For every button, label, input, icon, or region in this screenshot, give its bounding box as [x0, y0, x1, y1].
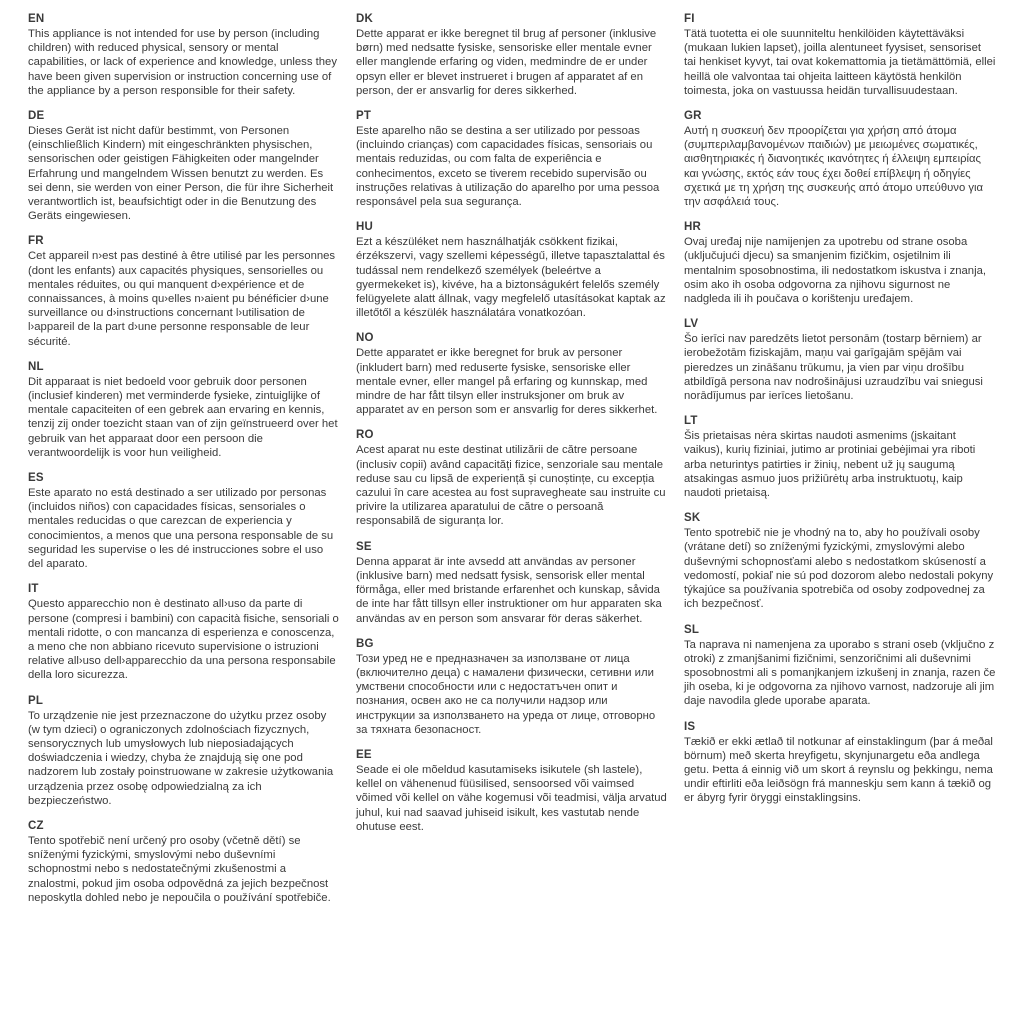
- language-code-label: LT: [684, 415, 698, 428]
- language-code-label: EN: [28, 13, 45, 25]
- language-section-sk: [684, 511, 996, 611]
- language-code-label: DK: [356, 13, 374, 25]
- language-code-label: PL: [28, 694, 44, 707]
- language-section-dk: [356, 12, 668, 98]
- safety-warning-text: Cet appareil n›est pas destiné à être utilisé par les personnes (dont les enfants) aux capacités physiques, sensorielles ou mentales réduites, ou qui manquent d›expérience et de connaissances, à moins qu›elles n›aient pu bénéficier d›une surveillance ou d›instructions concernant l›utilisation de l›appareil de la part d›une personne responsable de leur sécurité.: [28, 250, 336, 348]
- safety-warning-text: Ta naprava ni namenjena za uporabo s strani oseb (vključno z otroki) z zmanjšanimi fizičnimi, senzoričnimi ali duševnimi sposobnostmi ali s pomanjkanjem izkušenj in znanja, razen če jih oseba, ki je odgovorna za njihovo varnost, nadzoruje ali jim daje navodila glede uporabe aparata.: [684, 638, 996, 708]
- language-code-label: CZ: [28, 819, 44, 832]
- safety-warning-text: Dit apparaat is niet bedoeld voor gebruik door personen (inclusief kinderen) met verminderde fysieke, zintuiglijke of mentale capaciteiten of een gebrek aan ervaring en kennis, tenzij zij onder toezicht staan van of zijn geïnstrueerd over het gebruik van het apparaat door een persoon die verantwoordelijk is voor hun veiligheid.: [28, 375, 338, 459]
- safety-warning-text: Tækið er ekki ætlað til notkunar af einstaklingum (þar á meðal börnum) með skerta hreyfigetu, skynjunargetu eða andlega getu. Þetta á einnig við um skort á reynslu og þekkingu, nema undir eftirliti eða leiðsögn frá manneskju sem kann á tækið og er ábyrg fyrir öryggi einstaklingsins.: [684, 735, 993, 805]
- language-section-en: [28, 12, 340, 98]
- text-column-1: [28, 12, 340, 1016]
- language-section-ro: [356, 428, 668, 528]
- safety-warning-text: Dette apparat er ikke beregnet til brug af personer (inklusive børn) med nedsatte fysiske, sensoriske eller mentale evner eller manglende erfaring og viden, medmindre de er under opsyn eller er blevet instrueret i brugen af apparatet af en person, der er ansvarlig for deres sikkerhed.: [356, 28, 657, 97]
- safety-warning-text: Šo ierīci nav paredzēts lietot personām (tostarp bērniem) ar ierobežotām fiziskajām, maņu vai garīgajām spējām vai pieredzes un zināšanu trūkumu, ja vien par viņu drošību atbildīgā persona nav nodrošinājusi uzraudzību vai sniegusi norādījumus par ierīces lietošanu.: [684, 333, 983, 403]
- language-section-pt: [356, 109, 668, 209]
- language-section-it: [28, 582, 340, 682]
- safety-warning-text: Acest aparat nu este destinat utilizării de către persoane (inclusiv copii) având capacități fizice, senzoriale sau mentale reduse sau cu lipsă de experiență și cunoștințe, cu excepția cazului în care acestea au fost supravegheate sau instruite cu privire la utilizarea aparatului de către o persoană responsabilă de siguranța lor.: [356, 444, 666, 528]
- language-code-label: SK: [684, 512, 701, 525]
- language-code-label: IT: [28, 583, 39, 596]
- safety-warning-text: Ovaj uređaj nije namijenjen za upotrebu od strane osoba (uključujući djecu) sa smanjenim fizičkim, osjetilnim ili mentalnim sposobnostima, ili nedostatkom iskustva i znanja, osim ako ih osoba odgovorna za njihovu sigurnost ne nadgleda ili ih poučava o korištenju uređajem.: [684, 236, 987, 306]
- language-code-label: HU: [356, 221, 374, 234]
- language-code-label: SL: [684, 623, 700, 636]
- language-section-no: [356, 331, 668, 417]
- language-section-fi: [684, 12, 996, 98]
- language-code-label: FI: [684, 13, 695, 25]
- safety-warning-text: Αυτή η συσκευή δεν προορίζεται για χρήση από άτομα (συμπεριλαμβανομένων παιδιών) με μειωμένες σωματικές, αισθητηριακές ή διανοητικές ικανότητες ή έλλειψη εμπειρίας και γνώσης, εκτός εάν τους έχει δοθεί επίβλεψη ή οδηγίες σχετικά με τη χρήση της συσκευής από άτομο υπεύθυνο για την ασφάλειά τους.: [684, 125, 984, 209]
- language-code-label: PT: [356, 110, 372, 123]
- language-code-label: RO: [356, 429, 374, 442]
- language-code-label: NL: [28, 360, 44, 373]
- language-section-sl: [684, 623, 996, 709]
- language-code-label: DE: [28, 110, 45, 123]
- language-code-label: IS: [684, 720, 696, 733]
- safety-warning-text: Dieses Gerät ist nicht dafür bestimmt, von Personen (einschließlich Kindern) mit eingeschränkten physischen, sensorischen oder geistigen Fähigkeiten oder mangelnder Erfahrung und mangelndem Wissen benutzt zu werden. Es sei denn, sie werden von einer Person, die für ihre Sicherheit verantwortlich ist, beaufsichtigt oder in die Benutzung des Geräts eingewiesen.: [28, 125, 334, 223]
- safety-warning-text: This appliance is not intended for use by person (including children) with reduced physical, sensory or mental capabilities, or lack of experience and knowledge, unless they have been given supervision or instruction concerning use of the appliance by a person responsible for their safety.: [28, 28, 337, 97]
- safety-warning-text: Este aparelho não se destina a ser utilizado por pessoas (incluindo crianças) com capacidades físicas, sensoriais ou mentais reduzidas, ou com falta de experiência e conhecimentos, exceto se tiverem recebido supervisão ou instruções relativas à utilização do aparelho por uma pessoa responsável pela sua segurança.: [356, 125, 660, 209]
- language-section-lt: [684, 414, 996, 500]
- language-section-ee: [356, 748, 668, 834]
- language-section-nl: [28, 360, 340, 460]
- safety-warning-text: Tento spotrebič nie je vhodný na to, aby ho používali osoby (vrátane detí) so zníženými fyzickými, zmyslovými alebo duševnými schopnosťami alebo s nedostatkom skúseností a vedomostí, pokiaľ nie sú pod dozorom alebo nedostali pokyny týkajúce sa používania spotrebiča od osoby zodpovednej za ich bezpečnosť.: [684, 527, 994, 611]
- safety-warning-text: Tento spotřebič není určený pro osoby (včetně dětí) se sníženými fyzickými, smyslovými nebo duševními schopnostmi nebo s nedostatečnými zkušenostmi a znalostmi, pokud jim osoba odpovědná za jejich bezpečnost neposkytla dohled nebo je nepoučila o používání spotřebiče.: [28, 834, 331, 904]
- language-section-es: [28, 471, 340, 571]
- language-section-se: [356, 540, 668, 626]
- language-section-lv: [684, 317, 996, 403]
- language-section-hu: [356, 220, 668, 320]
- text-column-3: [684, 12, 996, 1016]
- safety-warning-text: Tätä tuotetta ei ole suunniteltu henkilöiden käytettäväksi (mukaan lukien lapset), joilla alentuneet fyysiset, sensoriset tai henkiset kyvyt, tai ovat kokemattomia ja tietämättömiä, ellei heillä ole valvontaa tai ohjeita laitteen käytöstä henkilön toimesta, joka on vastuussa heidän turvallisuudestaan.: [684, 28, 996, 97]
- safety-warning-text: To urządzenie nie jest przeznaczone do użytku przez osoby (w tym dzieci) o ograniczonych zdolnościach fizycznych, sensorycznych lub umysłowych lub nieposiadających doświadczenia i wiedzy, chyba że znajdują się one pod nadzorem lub zostały poinstruowane w zakresie użytkowania urządzenia przez osobę odpowiedzialną za ich bezpieczeństwo.: [28, 709, 334, 807]
- language-code-label: FR: [28, 235, 44, 248]
- language-section-cz: [28, 819, 340, 905]
- safety-warning-text: Šis prietaisas nėra skirtas naudoti asmenims (įskaitant vaikus), kurių fiziniai, jutimo ar protiniai gebėjimai yra riboti arba neturintys patirties ir žinių, nebent už jų saugumą atsakingas asmuo juos prižiūrėtų arba instruktuotų, kaip naudoti prietaisą.: [684, 430, 976, 500]
- safety-warning-text: Questo apparecchio non è destinato all›uso da parte di persone (compresi i bambini) con capacità fisiche, sensoriali o mentali ridotte, o con mancanza di esperienza e conoscenza, a meno che non abbiano ricevuto supervisione o istruzioni relative all›uso dell›apparecchio da una persona responsabile della loro sicurezza.: [28, 598, 339, 682]
- language-code-label: BG: [356, 637, 374, 650]
- language-section-gr: [684, 109, 996, 209]
- language-code-label: NO: [356, 332, 374, 345]
- text-column-2: [356, 12, 668, 1016]
- language-code-label: HR: [684, 221, 702, 234]
- safety-warning-text: Seade ei ole mõeldud kasutamiseks isikutele (sh lastele), kellel on vähenenud füüsilised, sensoorsed või vaimsed võimed või kellel on vähe kogemusi või teadmisi, välja arvatud juhul, kui nad saavad juhiseid isikult, kes vastutab nende ohutuse eest.: [356, 763, 667, 833]
- safety-warning-text: Ezt a készüléket nem használhatják csökkent fizikai, érzékszervi, vagy szellemi képességű, illetve tapasztalattal és tudással nem rendelkező személyek (beleértve a gyermekeket is), kivéve, ha a biztonságukért felelős személy felügyelete alatt állnak, vagy megfelelő utasításokat kaptak az illetőtől a készülék használatára vonatkozóan.: [356, 236, 666, 320]
- language-section-bg: [356, 637, 668, 737]
- safety-warning-text: Denna apparat är inte avsedd att användas av personer (inklusive barn) med nedsatt fysisk, sensorisk eller mental förmåga, eller med bristande erfarenhet och kunskap, såvida de inte har fått tillsyn eller instruktioner om hur apparaten ska användas av en person som ansvarar för deras säkerhet.: [356, 555, 662, 625]
- language-code-label: ES: [28, 472, 44, 485]
- language-section-pl: [28, 694, 340, 808]
- language-code-label: LV: [684, 318, 699, 331]
- language-code-label: EE: [356, 748, 372, 761]
- language-code-label: SE: [356, 540, 372, 553]
- language-section-de: [28, 109, 340, 223]
- safety-warning-text: Този уред не е предназначен за използване от лица (включително деца) с намалени физически, сетивни или умствени способности или с недостатъчен опит и познания, освен ако не са получили надзор или инструкции за използването на уреда от лице, отговорно за тяхната безопасност.: [356, 652, 656, 736]
- safety-warning-text: Dette apparatet er ikke beregnet for bruk av personer (inkludert barn) med reduserte fysiske, sensoriske eller mentale evner, eller mangel på erfaring og kunnskap, med mindre de har fått tilsyn eller instruksjoner om bruk av apparatet av en person som er ansvarlig for deres sikkerhet.: [356, 347, 658, 417]
- language-code-label: GR: [684, 110, 702, 123]
- safety-warning-text: Este aparato no está destinado a ser utilizado por personas (incluidos niños) con capacidades físicas, sensoriales o mentales reducidas o que carezcan de experiencia y conocimientos, a menos que una persona responsable de su seguridad les supervise o les dé instrucciones sobre el uso del aparato.: [28, 487, 334, 571]
- language-section-fr: [28, 234, 340, 348]
- language-section-is: [684, 720, 996, 806]
- language-section-hr: [684, 220, 996, 306]
